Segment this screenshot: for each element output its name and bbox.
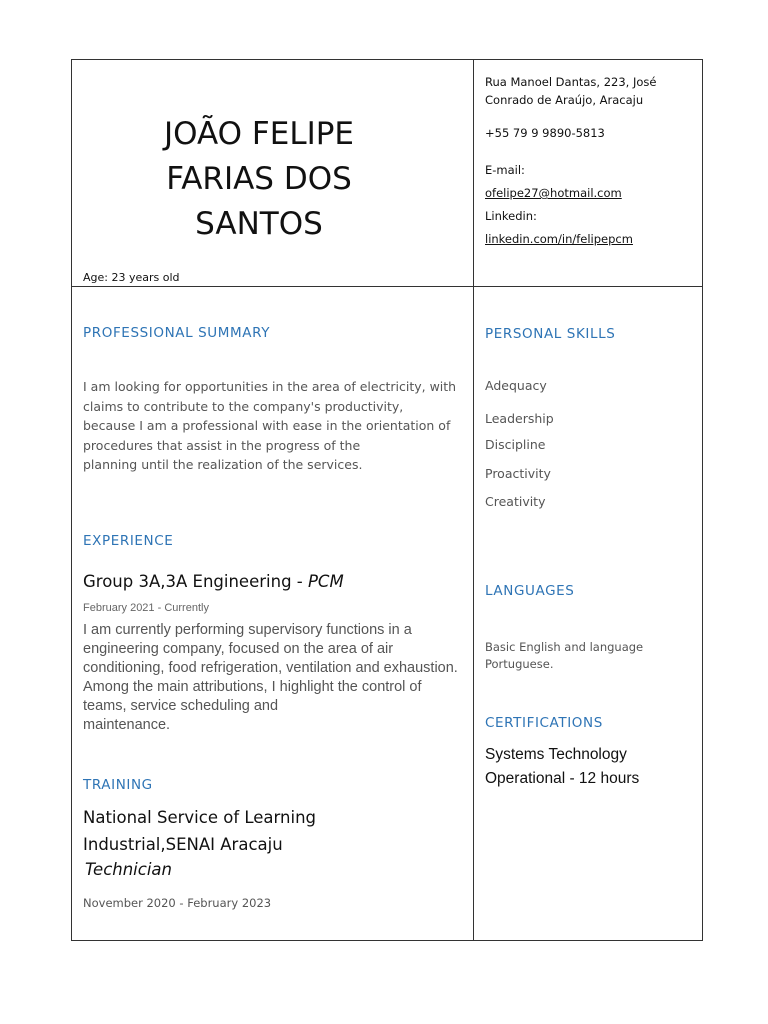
job-description-line: conditioning, food refrigeration, ventilation and exhaustion. xyxy=(83,660,458,676)
candidate-name-line-3: SANTOS xyxy=(195,206,323,242)
contact-linkedin-link[interactable]: linkedin.com/in/felipepcm xyxy=(485,232,633,246)
contact-email-link[interactable]: ofelipe27@hotmail.com xyxy=(485,186,622,200)
header-divider xyxy=(71,286,703,287)
contact-phone: +55 79 9 9890-5813 xyxy=(485,126,605,140)
languages-line-1: Basic English and language xyxy=(485,640,644,654)
skill-item: Discipline xyxy=(485,437,546,452)
contact-linkedin-label: Linkedin: xyxy=(485,209,537,223)
job-company: PCM xyxy=(307,572,344,591)
summary-heading: PROFESSIONAL SUMMARY xyxy=(83,325,271,341)
job-description-line: Among the main attributions, I highlight the control of xyxy=(83,679,422,695)
contact-address: Rua Manoel Dantas, 223, José Conrado de Araújo, Aracaju xyxy=(485,75,657,107)
skill-item: Creativity xyxy=(485,494,546,509)
training-degree: Technician xyxy=(85,860,172,879)
candidate-name-line-1: JOÃO FELIPE xyxy=(163,116,355,152)
job-description-line: teams, service scheduling and xyxy=(83,698,279,714)
skill-item: Adequacy xyxy=(485,378,547,393)
languages-text xyxy=(485,639,695,673)
languages-line-2: Portuguese. xyxy=(485,657,554,671)
job-description xyxy=(83,621,458,735)
summary-line: because I am a professional with ease in the orientation of xyxy=(83,418,451,433)
job-description-line: engineering company, focused on the area of air xyxy=(83,641,394,657)
certifications-heading: CERTIFICATIONS xyxy=(485,715,603,731)
skills-heading: PERSONAL SKILLS xyxy=(485,326,616,342)
training-dates: November 2020 - February 2023 xyxy=(83,896,272,910)
certification-item xyxy=(485,743,695,791)
training-institution-line-1: National Service of Learning xyxy=(83,808,317,827)
languages-heading: LANGUAGES xyxy=(485,583,575,599)
job-description-line: I am currently performing supervisory functions in a xyxy=(83,622,412,638)
summary-line: planning until the realization of the services. xyxy=(83,457,363,472)
job-dates: February 2021 - Currently xyxy=(83,602,209,614)
candidate-name xyxy=(100,112,418,247)
summary-text xyxy=(83,377,468,475)
skill-item: Leadership xyxy=(485,411,554,426)
training-heading: TRAINING xyxy=(83,777,153,793)
experience-heading: EXPERIENCE xyxy=(83,533,174,549)
certification-line-1: Systems Technology xyxy=(485,746,627,763)
job-description-line: maintenance. xyxy=(83,717,171,733)
contact-email-label: E-mail: xyxy=(485,163,525,177)
training-institution xyxy=(83,804,316,858)
training-institution-line-2: Industrial,SENAI Aracaju xyxy=(83,835,283,854)
column-divider xyxy=(473,59,474,941)
summary-line: claims to contribute to the company's productivity, xyxy=(83,398,404,414)
candidate-age: Age: 23 years old xyxy=(83,271,180,284)
skill-item: Proactivity xyxy=(485,466,551,481)
summary-line: I am looking for opportunities in the area of electricity, with xyxy=(83,379,457,394)
candidate-name-line-2: FARIAS DOS xyxy=(166,161,352,197)
job-title xyxy=(83,572,344,591)
job-title-text: Group 3A,3A Engineering - xyxy=(83,572,308,591)
certification-line-2: Operational - 12 hours xyxy=(485,770,640,787)
summary-line: procedures that assist in the progress of the xyxy=(83,437,361,453)
